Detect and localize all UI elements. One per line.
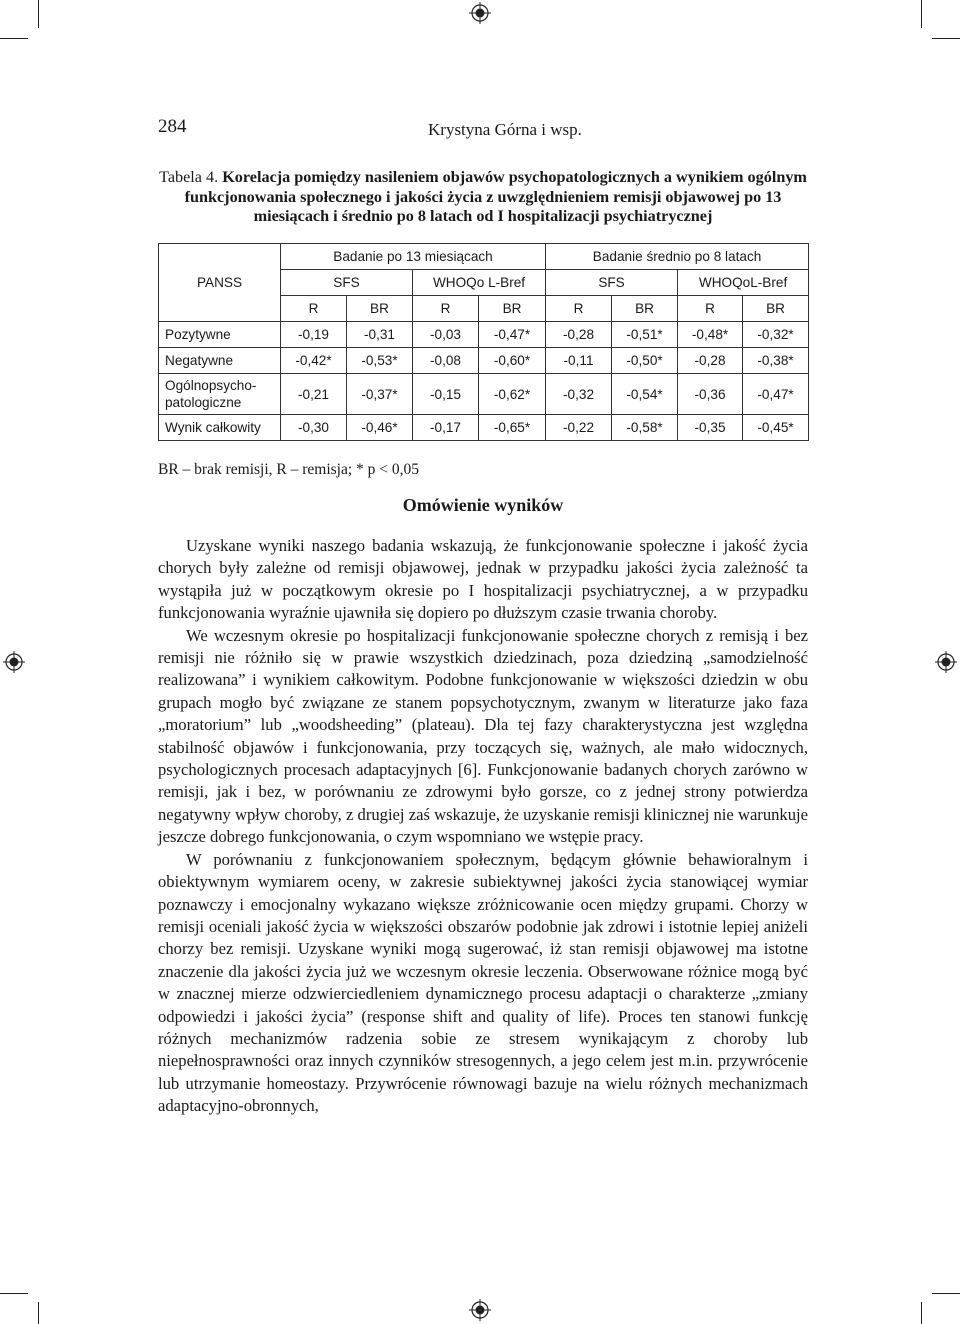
subheader-cell: BR	[347, 296, 413, 322]
group-header: Badanie średnio po 8 latach	[546, 244, 809, 270]
crop-mark	[0, 38, 28, 39]
body-text	[158, 535, 808, 1118]
table-cell: -0,50*	[612, 348, 678, 374]
table-cell: -0,47*	[479, 322, 546, 348]
table-cell: -0,19	[281, 322, 347, 348]
table-cell: -0,38*	[743, 348, 809, 374]
table-cell: -0,53*	[347, 348, 413, 374]
paragraph: We wczesnym okresie po hospitalizacji funkcjonowanie społeczne chorych z remisją i bez remisji nie różniło się w prawie wszystkich dziedzinach, poza dziedziną „samodzielność realizowana” i wynikiem całkowitym. Podobne funkcjonowanie w większości dziedzin w obu grupach mogło być związane ze stanem popsychotycznym, zwanym w literaturze jako faza „moratorium” lub „woodsheeding” (plateau). Dla tej fazy charakterystyczna jest względna stabilność objawów i funkcjonowania, przy toczących się, ważnych, ale mało widocznych, psychologicznych procesach adaptacyjnych [6]. Funkcjonowanie badanych chorych zarówno w remisji, jak i bez, w porównaniu ze zdrowymi było gorsze, co z jednej strony potwierdza negatywny wpływ choroby, z drugiej zaś wskazuje, że uzyskanie remisji klinicznej nie warunkuje jeszcze dobrego funkcjonowania, o czym wspomniano we wstępie pracy.	[158, 625, 808, 847]
subheader-cell: BR	[479, 296, 546, 322]
table-cell: -0,03	[413, 322, 479, 348]
table-cell: -0,51*	[612, 322, 678, 348]
table-row	[159, 348, 809, 374]
table-cell: -0,31	[347, 322, 413, 348]
table-cell: -0,46*	[347, 415, 413, 441]
paragraph: W porównaniu z funkcjonowaniem społecznym, będącym głównie behawioralnym i obiektywnym wymiarem oceny, w zakresie subiektywnej jakości życia stanowiącej wymiar poznawczy i emocjonalny wykazano większe zróżnicowanie ocen między grupami. Chorzy w remisji oceniali jakość życia w większości obszarów podobnie jak zdrowi i istotnie lepiej aniżeli chorzy bez remisji. Uzyskane wyniki mogą sugerować, iż stan remisji objawowej ma istotne znaczenie dla jakości życia już we wczesnym okresie leczenia. Obserwowane różnice mogą być w znacznej mierze odzwierciedleniem dynamicznego procesu adaptacji o charakterze „zmiany odpowiedzi i jakości życia” (response shift and quality of life). Proces ten stanowi funkcję różnych mechanizmów radzenia sobie ze stresem wynikającym z choroby lub niepełnosprawności oraz innych czynników stresogennych, a jego celem jest m.in. przywrócenie lub utrzymanie homeostazy. Przywrócenie równowagi bazuje na wielu różnych mechanizmach adaptacyjno-obronnych,	[158, 849, 808, 1116]
table-cell: -0,28	[546, 322, 612, 348]
row-label	[159, 374, 281, 415]
table-header-row	[159, 244, 809, 270]
table-cell: -0,21	[281, 374, 347, 415]
table-cell: -0,32*	[743, 322, 809, 348]
registration-mark-icon	[469, 1299, 491, 1321]
table-row	[159, 374, 809, 415]
table-cell: -0,11	[546, 348, 612, 374]
row-label-line: Ogólnopsycho-	[165, 378, 257, 393]
row-label: Pozytywne	[159, 322, 281, 348]
table-cell: -0,08	[413, 348, 479, 374]
registration-mark-icon	[935, 651, 957, 673]
table-cell: -0,62*	[479, 374, 546, 415]
subheader-cell: R	[678, 296, 743, 322]
measure-header: SFS	[281, 270, 413, 296]
table-cell: -0,30	[281, 415, 347, 441]
table-cell: -0,60*	[479, 348, 546, 374]
running-head	[158, 114, 808, 144]
subheader-cell: R	[413, 296, 479, 322]
correlation-table	[158, 243, 809, 441]
crop-mark	[38, 0, 39, 28]
row-label: Negatywne	[159, 348, 281, 374]
table-title: Korelacja pomiędzy nasileniem objawów psychopatologicznych a wynikiem ogólnym funkcjonowania społecznego i jakości życia z uwzględnieniem remisji objawowej po 13 miesiącach i średnio po 8 latach od I hospitalizacji psychiatrycznej	[184, 168, 807, 225]
crop-mark	[921, 0, 922, 28]
table-cell: -0,36	[678, 374, 743, 415]
measure-header: SFS	[546, 270, 678, 296]
subheader-cell: R	[281, 296, 347, 322]
row-label-line: patologiczne	[165, 395, 242, 410]
table-cell: -0,17	[413, 415, 479, 441]
table-cell: -0,58*	[612, 415, 678, 441]
table-cell: -0,47*	[743, 374, 809, 415]
subheader-cell: BR	[743, 296, 809, 322]
crop-mark	[932, 38, 960, 39]
measure-header: WHOQo L-Bref	[413, 270, 546, 296]
crop-mark	[921, 1302, 922, 1324]
table-cell: -0,54*	[612, 374, 678, 415]
registration-mark-icon	[3, 651, 25, 673]
panss-header: PANSS	[159, 244, 281, 322]
crop-mark	[38, 1302, 39, 1324]
paragraph: Uzyskane wyniki naszego badania wskazują, że funkcjonowanie społeczne i jakość życia chorych były zależne od remisji objawowej, jednak w przypadku jakości życia zależność ta wystąpiła już w początkowym okresie po I hospitalizacji psychiatrycznej, a w przypadku funkcjonowania wyraźnie ujawniła się dopiero po dłuższym czasie trwania choroby.	[158, 536, 808, 623]
table-row	[159, 322, 809, 348]
section-heading: Omówienie wyników	[402, 495, 564, 515]
table-cell: -0,28	[678, 348, 743, 374]
table-cell: -0,15	[413, 374, 479, 415]
table-footnote: BR – brak remisji, R – remisja; * p < 0,05	[158, 461, 420, 478]
table-cell: -0,35	[678, 415, 743, 441]
table-cell: -0,32	[546, 374, 612, 415]
table-cell: -0,22	[546, 415, 612, 441]
measure-header: WHOQoL-Bref	[678, 270, 809, 296]
subheader-cell: R	[546, 296, 612, 322]
group-header: Badanie po 13 miesiącach	[281, 244, 546, 270]
running-title: Krystyna Górna i wsp.	[428, 120, 582, 139]
table-caption	[158, 168, 808, 227]
table-row	[159, 415, 809, 441]
table-cell: -0,37*	[347, 374, 413, 415]
table-cell: -0,65*	[479, 415, 546, 441]
registration-mark-icon	[469, 2, 491, 24]
table-cell: -0,48*	[678, 322, 743, 348]
table-cell: -0,45*	[743, 415, 809, 441]
page-number: 284	[158, 116, 187, 137]
table-cell: -0,42*	[281, 348, 347, 374]
row-label: Wynik całkowity	[159, 415, 281, 441]
subheader-cell: BR	[612, 296, 678, 322]
table-label: Tabela 4.	[159, 168, 219, 186]
crop-mark	[0, 1293, 28, 1294]
crop-mark	[932, 1293, 960, 1294]
